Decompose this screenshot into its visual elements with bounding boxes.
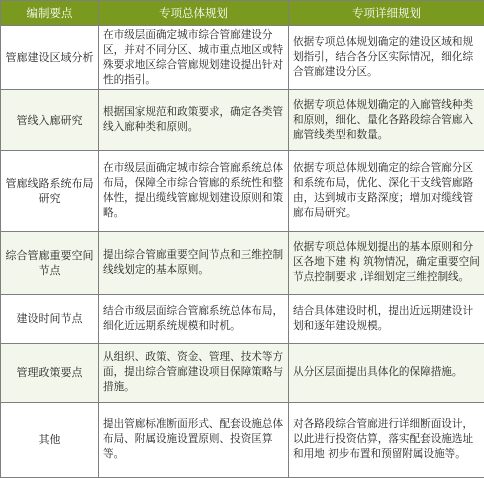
overall-plan-cell: 在市级层面确定城市综合管廊建设分区，并对不同分区、城市重点地区或特殊要求地区综合管廊规划建设提出针对性的指引。 [99, 26, 289, 90]
key-point-cell: 建设时间节点 [1, 294, 99, 343]
key-point-cell: 管廊线路系统布局研究 [1, 151, 99, 231]
detailed-plan-cell: 对各路段综合管廊进行详细断面设计，以此进行投资估算，落实配套设施选址和用地 初步布置和预留附属设施等。 [289, 402, 484, 477]
table-row [1, 343, 484, 402]
header-row [1, 1, 484, 26]
overall-plan-cell: 结合市级层面综合管廊系统总体布局，细化近远期系统规模和时机。 [99, 294, 289, 343]
key-point-cell: 综合管廊重要空间节点 [1, 231, 99, 294]
table-row [1, 231, 484, 294]
table-row [1, 26, 484, 90]
detailed-plan-cell: 依据专项总体规划确定的综合管廊分区和系统布局，优化、深化干支线管廊路由，达到城市支路深度；增加对缆线管廊布局研究。 [289, 151, 484, 231]
detailed-plan-cell: 依据专项总体规划提出的基本原则和分区各地下建 构 筑物情况，确定重要空间节点控制要求 ,详细划定三维控制线。 [289, 231, 484, 294]
key-point-cell: 管理政策要点 [1, 343, 99, 402]
detailed-plan-cell: 结合具体建设时机，提出近远期建设计划和逐年建设规模。 [289, 294, 484, 343]
header-detailed-plan: 专项详细规划 [289, 1, 484, 26]
table-row [1, 402, 484, 477]
detailed-plan-cell: 依据专项总体规划确定的入廊管线种类和原则，细化、量化各路段综合管廊入廊管线类型和数量。 [289, 90, 484, 151]
header-overall-plan: 专项总体规划 [99, 1, 289, 26]
overall-plan-cell: 提出管廊标准断面形式、配套设施总体布局、附属设施设置原则、投资匡算等。 [99, 402, 289, 477]
table-row [1, 151, 484, 231]
table-row [1, 90, 484, 151]
table-row [1, 294, 484, 343]
detailed-plan-cell: 从分区层面提出具体化的保障措施。 [289, 343, 484, 402]
overall-plan-cell: 根据国家规范和政策要求，确定各类管线入廊种类和原则。 [99, 90, 289, 151]
key-point-cell: 管廊建设区域分析 [1, 26, 99, 90]
overall-plan-cell: 从组织、政策、资金、管理、技术等方面，提出综合管廊建设项目保障策略与措施。 [99, 343, 289, 402]
header-key-points: 编制要点 [1, 1, 99, 26]
key-point-cell: 其他 [1, 402, 99, 477]
key-point-cell: 管线入廊研究 [1, 90, 99, 151]
detailed-plan-cell: 依据专项总体规划确定的建设区域和规划指引，结合各分区实际情况，细化综合管廊建设分区。 [289, 26, 484, 90]
overall-plan-cell: 提出综合管廊重要空间节点和三维控制线线划定的基本原则。 [99, 231, 289, 294]
overall-plan-cell: 在市级层面确定城市综合管廊系统总体布局，保障全市综合管廊的系统性和整体性，提出缆线管廊规划建设原则和策略。 [99, 151, 289, 231]
